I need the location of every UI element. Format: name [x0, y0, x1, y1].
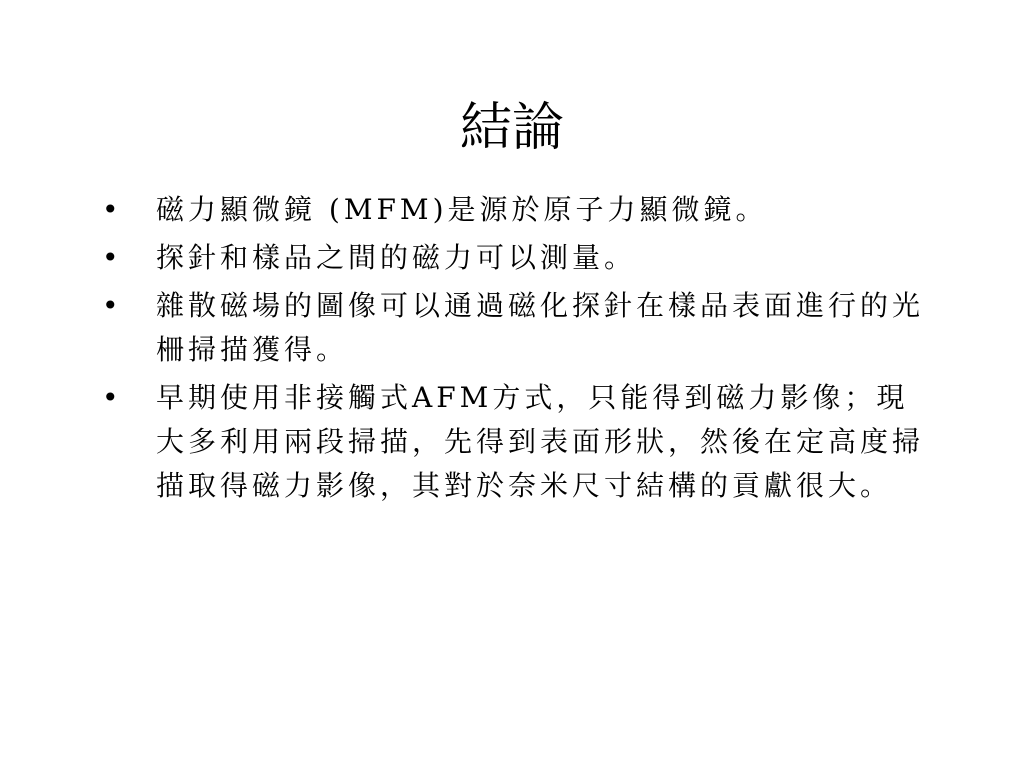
bullet-text: 雜散磁場的圖像可以通過磁化探針在樣品表面進行的光柵掃描獲得。: [156, 289, 925, 366]
bullet-list: [100, 188, 930, 512]
bullet-item-3: [100, 284, 930, 372]
bullet-text: 探針和樣品之間的磁力可以測量。: [156, 241, 637, 274]
bullet-item-2: [100, 236, 930, 280]
bullet-icon: •: [102, 241, 119, 274]
bullet-item-4: [100, 376, 930, 508]
bullet-item-1: [100, 188, 930, 232]
bullet-text: 早期使用非接觸式AFM方式，只能得到磁力影像；現大多利用兩段掃描，先得到表面形狀，然後在定高度掃描取得磁力影像，其對於奈米尺寸結構的貢獻很大。: [156, 381, 925, 502]
bullet-icon: •: [102, 193, 119, 226]
bullet-text: 磁力顯微鏡 (MFM)是源於原子力顯微鏡。: [156, 193, 768, 226]
bullet-icon: •: [102, 289, 119, 322]
bullet-icon: •: [102, 381, 119, 414]
slide-title: 結論: [459, 98, 564, 158]
